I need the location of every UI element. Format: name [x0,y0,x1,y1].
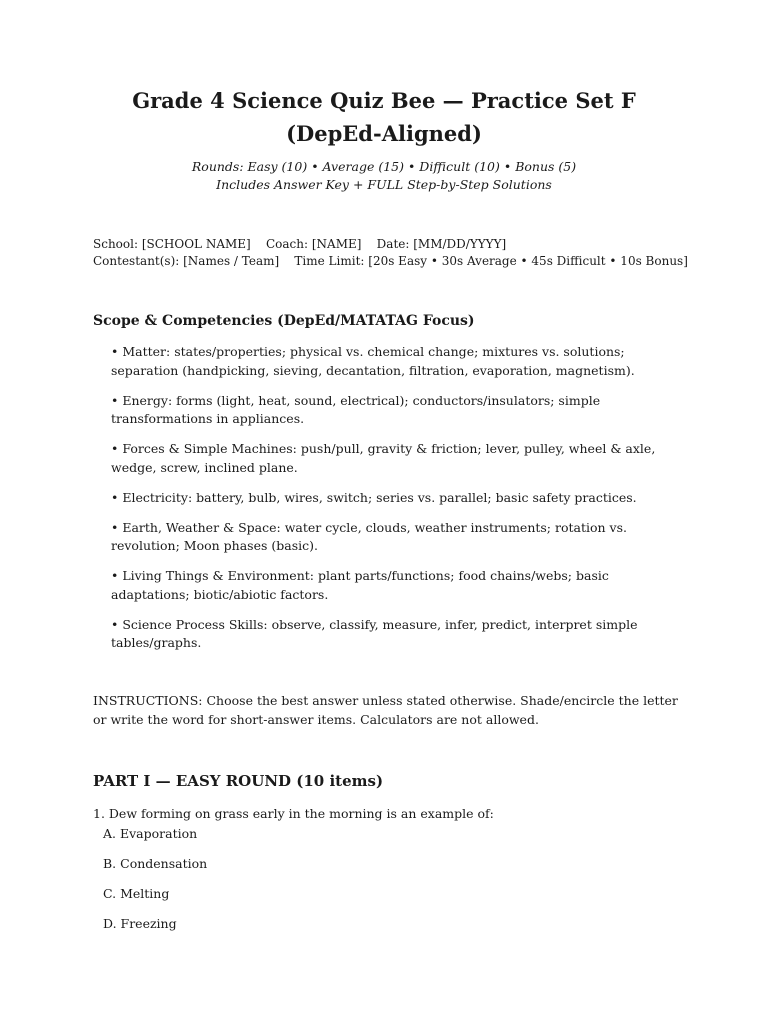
option-d[interactable]: D. Freezing [103,916,177,931]
contestant-time-line: Contestant(s): [Names / Team] Time Limit: [20s Easy • 30s Average • 45s Difficult • 10s Bonus] [93,254,688,268]
question-1-options [103,825,207,945]
option-a[interactable]: A. Evaporation [103,826,198,841]
scope-item-forces: • Forces & Simple Machines: push/pull, gravity & friction; lever, pulley, wheel & axle, wedge, screw, inclined plane. [111,441,656,475]
scope-list [111,343,676,664]
scope-heading: Scope & Competencies (DepEd/MATATAG Focus) [93,313,475,329]
subtitle-includes: Includes Answer Key + FULL Step-by-Step Solutions [216,177,552,192]
document-title: Grade 4 Science Quiz Bee — Practice Set F (DepEd-Aligned) [132,88,636,146]
scope-item-matter: • Matter: states/properties; physical vs. chemical change; mixtures vs. solutions; separation (handpicking, sieving, decantation, filtration, evaporation, magnetism). [111,344,635,378]
header-fields [93,236,688,270]
scope-item-earth-space: • Earth, Weather & Space: water cycle, clouds, weather instruments; rotation vs. revolution; Moon phases (basic). [111,519,627,553]
document-subtitle [90,158,678,194]
option-c[interactable]: C. Melting [103,886,170,901]
scope-item-process-skills: • Science Process Skills: observe, classify, measure, infer, predict, interpret simple tables/graphs. [111,616,638,650]
option-b[interactable]: B. Condensation [103,856,208,871]
scope-item-living-things: • Living Things & Environment: plant parts/functions; food chains/webs; basic adaptations; biotic/abiotic factors. [111,568,609,602]
school-coach-date-line: School: [SCHOOL NAME] Coach: [NAME] Date: [MM/DD/YYYY] [93,237,507,251]
question-1: 1. Dew forming on grass early in the morning is an example of: [93,806,494,821]
scope-item-energy: • Energy: forms (light, heat, sound, electrical); conductors/insulators; simple transformations in appliances. [111,392,601,426]
subtitle-rounds: Rounds: Easy (10) • Average (15) • Difficult (10) • Bonus (5) [191,159,577,174]
part1-heading: PART I — EASY ROUND (10 items) [93,772,384,790]
scope-item-electricity: • Electricity: battery, bulb, wires, switch; series vs. parallel; basic safety practices. [111,489,637,505]
instructions-paragraph: INSTRUCTIONS: Choose the best answer unless stated otherwise. Shade/encircle the letter or write the word for short-answer items. Calculators are not allowed. [93,693,678,727]
